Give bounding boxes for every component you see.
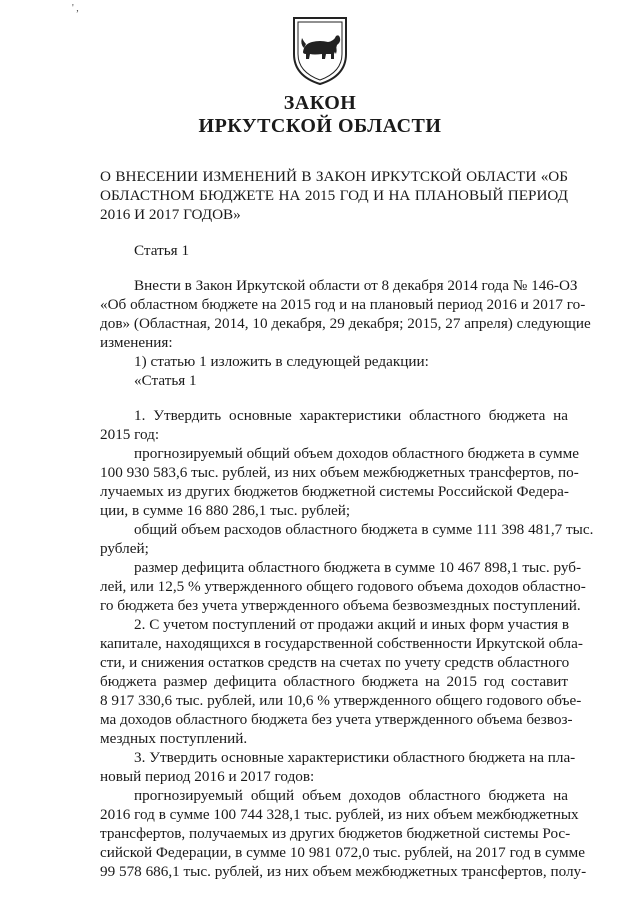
text-line: размер дефицита областного бюджета в сумме 10 467 898,1 тыс. руб- <box>134 559 582 576</box>
text-line: 3. Утвердить основные характеристики областного бюджета на пла- <box>134 749 576 766</box>
title-line-2: ИРКУТСКОЙ ОБЛАСТИ <box>198 115 442 137</box>
text-line: 8 917 330,6 тыс. рублей, или 10,6 % утвержденного общего годового объе- <box>100 692 582 709</box>
text-line: сти, и снижения остатков средств на счетах по учету средств областного <box>100 654 570 671</box>
text-line: дов» (Областная, 2014, 10 декабря, 29 декабря; 2015, 27 апреля) следующие <box>100 315 591 332</box>
subject-line: 2016 И 2017 ГОДОВ» <box>100 206 241 223</box>
text-line: 2015 год: <box>100 426 160 443</box>
text-line: прогнозируемый общий объем доходов областного бюджета на <box>134 787 568 804</box>
text-line: ции, в сумме 16 880 286,1 тыс. рублей; <box>100 502 351 519</box>
text-line: «Статья 1 <box>134 372 197 389</box>
text-line: трансфертов, получаемых из других бюджетов бюджетной системы Рос- <box>100 825 571 842</box>
article-heading: Статья 1 <box>134 242 190 259</box>
text-line: капитале, находящихся в государственной собственности Иркутской обла- <box>100 635 583 652</box>
text-line: ма доходов областного бюджета без учета утвержденного объема безвоз- <box>100 711 573 728</box>
text-line: мездных поступлений. <box>100 730 248 747</box>
text-line: рублей; <box>100 540 149 557</box>
text-line: изменения: <box>100 334 173 351</box>
text-line: 2. С учетом поступлений от продажи акций и иных форм участия в <box>134 616 570 633</box>
text-line: «Об областном бюджете на 2015 год и на плановый период 2016 и 2017 го- <box>100 296 586 313</box>
text-line: прогнозируемый общий объем доходов областного бюджета в сумме <box>134 445 579 462</box>
text-line: новый период 2016 и 2017 годов: <box>100 768 315 785</box>
coat-of-arms-icon <box>290 14 350 86</box>
text-line: бюджета размер дефицита областного бюджета на 2015 год составит <box>100 673 568 690</box>
text-line: лучаемых из других бюджетов бюджетной системы Российской Федера- <box>100 483 569 500</box>
text-line: 1) статью 1 изложить в следующей редакции: <box>134 353 429 370</box>
subject-line: ОБЛАСТНОМ БЮДЖЕТЕ НА 2015 ГОД И НА ПЛАНОВЫЙ ПЕРИОД <box>100 187 568 204</box>
subject-line: О ВНЕСЕНИИ ИЗМЕНЕНИЙ В ЗАКОН ИРКУТСКОЙ ОБЛАСТИ «ОБ <box>100 168 568 185</box>
text-line: 99 578 686,1 тыс. рублей, из них объем межбюджетных трансфертов, полу- <box>100 863 587 880</box>
title-line-1: ЗАКОН <box>283 92 357 114</box>
text-line: 1. Утвердить основные характеристики областного бюджета на <box>134 407 568 424</box>
text-line: сийской Федерации, в сумме 10 981 072,0 тыс. рублей, на 2017 год в сумме <box>100 844 585 861</box>
text-line: Внести в Закон Иркутской области от 8 декабря 2014 года № 146-ОЗ <box>134 277 578 294</box>
text-line: 100 930 583,6 тыс. рублей, из них объем межбюджетных трансфертов, по- <box>100 464 579 481</box>
text-line: го бюджета без учета утвержденного объема безвозмездных поступлений. <box>100 597 581 614</box>
text-line: 2016 год в сумме 100 744 328,1 тыс. рублей, из них объем межбюджетных <box>100 806 579 823</box>
scan-mark: ' , <box>72 3 79 14</box>
text-line: общий объем расходов областного бюджета в сумме 111 398 481,7 тыс. <box>134 521 594 538</box>
text-line: лей, или 12,5 % утвержденного общего годового объема доходов областно- <box>100 578 586 595</box>
